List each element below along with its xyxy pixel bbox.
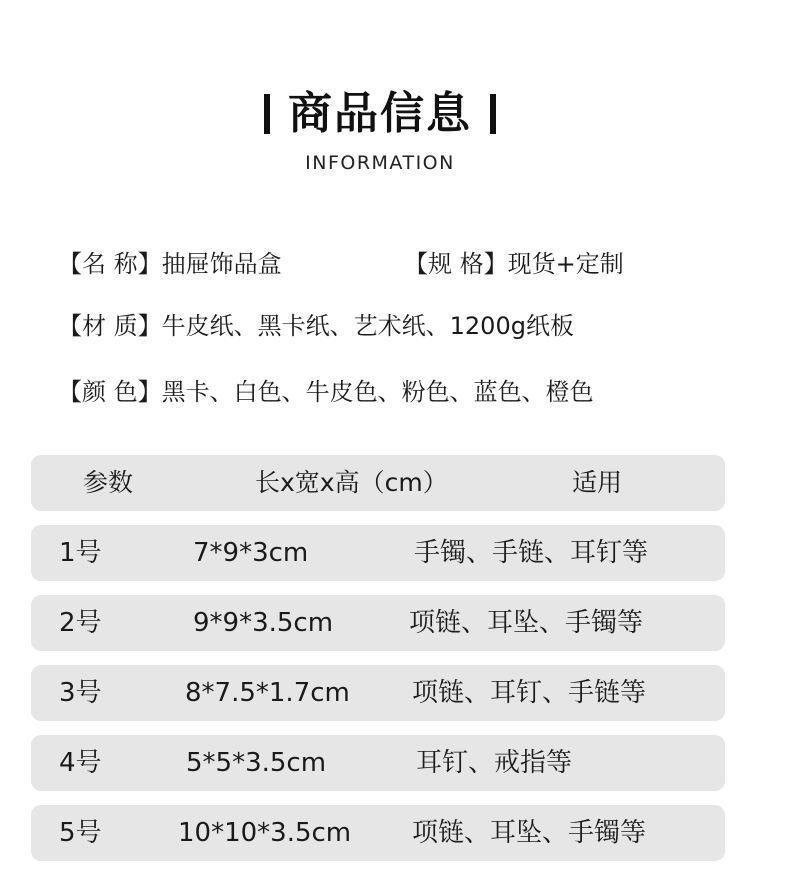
table-cell-id: 2号 — [59, 608, 102, 638]
table-cell-use: 耳钉、戒指等 — [416, 748, 573, 778]
table-cell-id: 1号 — [59, 538, 102, 568]
info-material-key: 【材 质】 — [58, 312, 162, 340]
table-cell-use: 手镯、手链、耳钉等 — [414, 538, 649, 568]
info-name-key: 【名 称】 — [58, 250, 162, 278]
info-color-row — [58, 372, 594, 407]
info-color-value: 黑卡、白色、牛皮色、粉色、蓝色、橙色 — [161, 378, 594, 406]
table-cell-id: 5号 — [59, 818, 102, 848]
table-header-param: 参数 — [83, 468, 134, 497]
table-header-row — [31, 455, 725, 511]
info-spec-row — [404, 244, 624, 279]
info-material-row — [58, 306, 574, 341]
table-cell-size: 8*7.5*1.7cm — [185, 678, 350, 708]
table-row — [31, 805, 725, 861]
table-header-use: 适用 — [572, 468, 623, 497]
table-row — [31, 595, 725, 651]
title-left-bar — [264, 94, 270, 134]
table-header-size: 长x宽x高（cm） — [255, 468, 448, 497]
page-subtitle: INFORMATION — [305, 152, 455, 174]
table-cell-size: 9*9*3.5cm — [193, 608, 334, 638]
title-text: 商品信息 — [288, 88, 472, 139]
table-cell-use: 项链、耳坠、手镯等 — [409, 608, 644, 638]
info-name-value: 抽屉饰品盒 — [161, 250, 282, 278]
title-block — [0, 86, 760, 142]
table-cell-size: 10*10*3.5cm — [178, 818, 352, 848]
info-name-row — [58, 244, 282, 279]
table-row — [31, 525, 725, 581]
info-spec-key: 【规 格】 — [404, 250, 508, 278]
title-right-bar — [490, 94, 496, 134]
table-row — [31, 735, 725, 791]
table-cell-id: 3号 — [59, 678, 102, 708]
info-spec-value: 现货+定制 — [507, 250, 624, 278]
table-cell-use: 项链、耳坠、手镯等 — [412, 818, 647, 848]
table-cell-use: 项链、耳钉、手链等 — [412, 678, 647, 708]
table-cell-size: 7*9*3cm — [193, 538, 309, 568]
page-title — [264, 86, 496, 142]
table-cell-size: 5*5*3.5cm — [186, 748, 327, 778]
info-color-key: 【颜 色】 — [58, 378, 162, 406]
table-cell-id: 4号 — [59, 748, 102, 778]
info-material-value: 牛皮纸、黑卡纸、艺术纸、1200g纸板 — [161, 312, 574, 340]
table-row — [31, 665, 725, 721]
